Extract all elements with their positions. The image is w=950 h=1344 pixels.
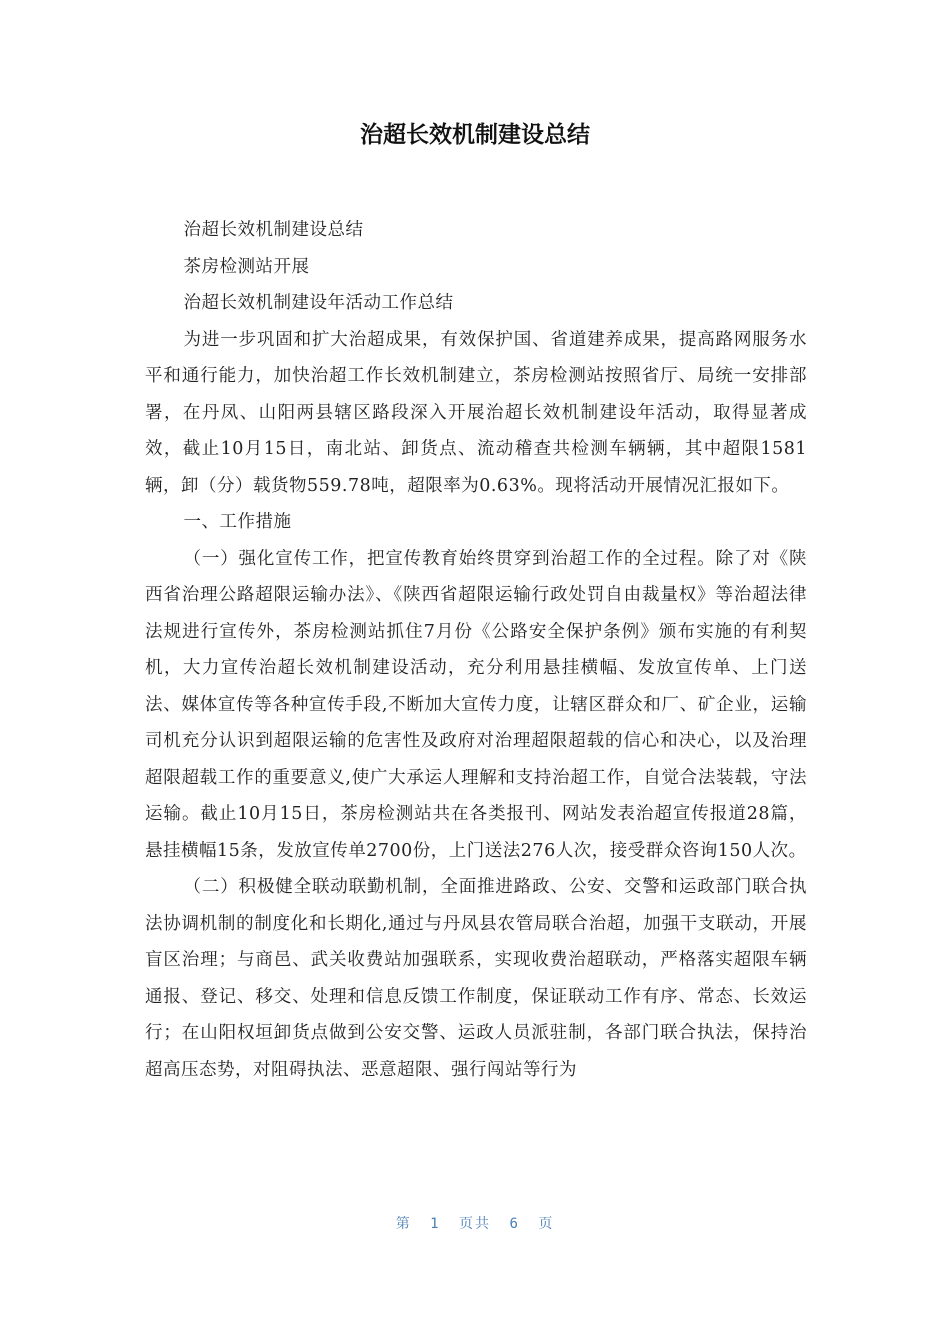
- document-body: [145, 212, 807, 1088]
- document-title: 治超长效机制建设总结: [360, 122, 590, 148]
- paragraph: （二）积极健全联动联勤机制，全面推进路政、公安、交警和运政部门联合执法协调机制的制度化和长期化,通过与丹凤县农管局联合治超，加强干支联动，开展盲区治理；与商邑、武关收费站加强联系，实现收费治超联动，严格落实超限车辆通报、登记、移交、处理和信息反馈工作制度，保证联动工作有序、常态、长效运行；在山阳权垣卸货点做到公安交警、运政人员派驻制，各部门联合执法，保持治超高压态势，对阻碍执法、恶意超限、强行闯站等行为: [145, 877, 807, 1080]
- section-heading: 一、工作措施: [183, 512, 292, 532]
- total-page-number: 6: [509, 1216, 520, 1232]
- footer-middle: 页共: [459, 1216, 491, 1232]
- current-page-number: 1: [430, 1216, 441, 1232]
- footer-suffix: 页: [538, 1216, 555, 1232]
- paragraph: 为进一步巩固和扩大治超成果，有效保护国、省道建养成果，提高路网服务水平和通行能力，加快治超工作长效机制建立，茶房检测站按照省厅、局统一安排部署，在丹凤、山阳两县辖区路段深入开展治超长效机制建设年活动，取得显著成效，截止10月15日，南北站、卸货点、流动稽查共检测车辆辆，其中超限1581辆，卸（分）载货物559.78吨，超限率为0.63%。现将活动开展情况汇报如下。: [145, 329, 807, 496]
- page-number-footer: [0, 1213, 950, 1233]
- paragraph: 治超长效机制建设总结: [183, 220, 364, 240]
- paragraph: 治超长效机制建设年活动工作总结: [183, 293, 454, 313]
- footer-prefix: 第: [395, 1216, 412, 1232]
- paragraph: 茶房检测站开展: [183, 256, 310, 277]
- paragraph: （一）强化宣传工作，把宣传教育始终贯穿到治超工作的全过程。除了对《陕西省治理公路超限运输办法》、《陕西省超限运输行政处罚自由裁量权》等治超法律法规进行宣传外，茶房检测站抓住7月份《公路安全保护条例》颁布实施的有利契机，大力宣传治超长效机制建设活动，充分利用悬挂横幅、发放宣传单、上门送法、媒体宣传等各种宣传手段,不断加大宣传力度，让辖区群众和厂、矿企业，运输司机充分认识到超限运输的危害性及政府对治理超限超载的信心和决心，以及治理超限超载工作的重要意义,使广大承运人理解和支持治超工作，自觉合法装载，守法运输。截止10月15日，茶房检测站共在各类报刊、网站发表治超宣传报道28篇，悬挂横幅15条，发放宣传单2700份，上门送法276人次，接受群众咨询150人次。: [145, 548, 807, 861]
